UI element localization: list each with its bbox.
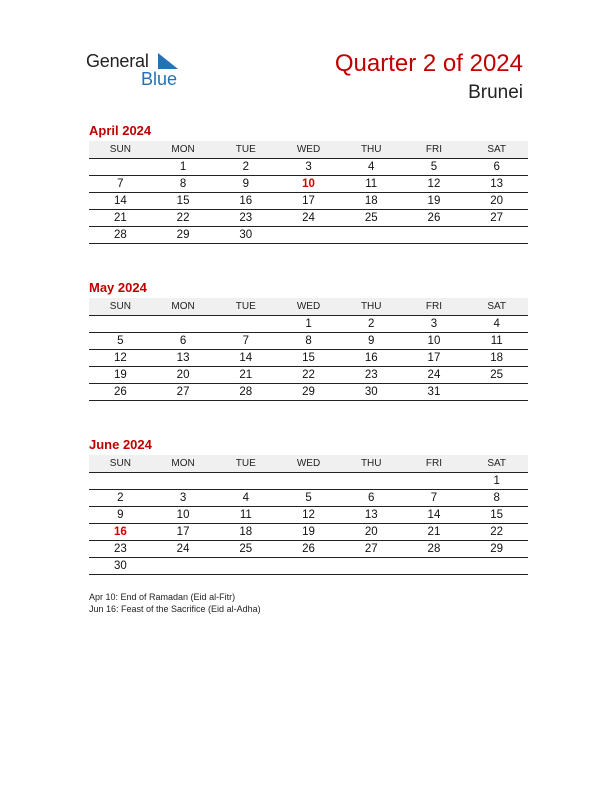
month-june bbox=[89, 436, 528, 575]
weekday-label: WED bbox=[296, 144, 321, 155]
week-row bbox=[89, 490, 528, 507]
day-cell bbox=[152, 558, 215, 574]
day-cell: 23 bbox=[113, 543, 127, 555]
week-row bbox=[89, 541, 528, 558]
weekday-label: WED bbox=[296, 458, 321, 469]
day-cell: 12 bbox=[113, 352, 127, 364]
day-cell: 15 bbox=[490, 509, 504, 521]
day-cell: 30 bbox=[239, 229, 253, 241]
day-cell: 18 bbox=[364, 195, 378, 207]
day-cell: 15 bbox=[176, 195, 190, 207]
day-cell: 1 bbox=[493, 475, 500, 487]
holiday-day-cell: 10 bbox=[302, 178, 315, 190]
day-cell: 19 bbox=[427, 195, 441, 207]
week-row bbox=[89, 210, 528, 227]
month-title: May 2024 bbox=[89, 280, 147, 295]
day-cell bbox=[214, 558, 277, 574]
day-cell: 1 bbox=[179, 161, 187, 173]
day-cell: 2 bbox=[117, 492, 124, 504]
day-cell: 28 bbox=[427, 543, 441, 555]
brand-logo bbox=[86, 51, 196, 91]
day-cell: 1 bbox=[305, 318, 312, 330]
day-cell: 24 bbox=[176, 543, 190, 555]
weekday-label: THU bbox=[360, 144, 382, 155]
day-cell: 9 bbox=[242, 178, 249, 190]
day-cell bbox=[277, 227, 340, 243]
country-name: Brunei bbox=[468, 82, 523, 103]
holiday-notes bbox=[89, 591, 261, 615]
day-cell bbox=[340, 227, 403, 243]
day-cell bbox=[152, 473, 215, 489]
day-cell: 9 bbox=[368, 335, 375, 347]
month-april bbox=[89, 122, 528, 244]
day-cell: 4 bbox=[242, 492, 249, 504]
day-cell: 13 bbox=[364, 509, 378, 521]
day-cell: 25 bbox=[490, 369, 504, 381]
day-cell: 28 bbox=[239, 386, 253, 398]
day-cell: 21 bbox=[427, 526, 441, 538]
day-cell bbox=[89, 473, 152, 489]
day-cell bbox=[465, 227, 528, 243]
day-cell: 10 bbox=[176, 509, 190, 521]
weekday-label: FRI bbox=[425, 301, 442, 312]
day-cell: 28 bbox=[113, 229, 127, 241]
weekday-label: SAT bbox=[487, 301, 507, 312]
day-cell: 7 bbox=[242, 335, 249, 347]
week-row bbox=[89, 176, 528, 193]
weekday-label: FRI bbox=[425, 144, 442, 155]
day-cell: 19 bbox=[113, 369, 127, 381]
weekday-label: SUN bbox=[109, 301, 131, 312]
day-cell bbox=[214, 473, 277, 489]
week-row bbox=[89, 333, 528, 350]
week-row bbox=[89, 350, 528, 367]
day-cell: 2 bbox=[242, 161, 249, 173]
day-cell: 23 bbox=[239, 212, 253, 224]
day-cell: 11 bbox=[239, 509, 252, 521]
weekday-header-row bbox=[89, 141, 528, 159]
day-cell: 6 bbox=[368, 492, 375, 504]
day-cell bbox=[403, 227, 466, 243]
day-cell: 7 bbox=[117, 178, 124, 190]
day-cell: 21 bbox=[113, 212, 127, 224]
week-row bbox=[89, 558, 528, 575]
day-cell: 8 bbox=[493, 492, 500, 504]
day-cell: 11 bbox=[365, 178, 378, 190]
day-cell bbox=[340, 558, 403, 574]
day-cell: 24 bbox=[427, 369, 441, 381]
weekday-label: THU bbox=[360, 458, 382, 469]
day-cell bbox=[277, 558, 340, 574]
week-row bbox=[89, 507, 528, 524]
week-row bbox=[89, 473, 528, 490]
brand-word-blue: Blue bbox=[141, 69, 178, 89]
day-cell: 25 bbox=[239, 543, 253, 555]
day-cell: 4 bbox=[493, 318, 500, 330]
day-cell: 5 bbox=[305, 492, 312, 504]
day-cell: 3 bbox=[305, 161, 312, 173]
day-cell: 3 bbox=[179, 492, 187, 504]
day-cell: 11 bbox=[490, 335, 503, 347]
day-cell: 16 bbox=[239, 195, 253, 207]
day-cell: 26 bbox=[113, 386, 127, 398]
day-cell: 19 bbox=[302, 526, 315, 538]
week-row bbox=[89, 193, 528, 210]
day-cell: 10 bbox=[427, 335, 441, 347]
day-cell: 20 bbox=[364, 526, 378, 538]
day-cell: 30 bbox=[364, 386, 378, 398]
day-cell: 29 bbox=[302, 386, 315, 398]
day-cell: 21 bbox=[239, 369, 253, 381]
day-cell: 17 bbox=[302, 195, 315, 207]
day-cell: 25 bbox=[364, 212, 378, 224]
month-may bbox=[89, 279, 528, 401]
month-title: June 2024 bbox=[89, 437, 152, 452]
day-cell bbox=[277, 473, 340, 489]
day-cell: 5 bbox=[430, 161, 438, 173]
day-cell: 18 bbox=[239, 526, 253, 538]
day-cell: 7 bbox=[430, 492, 438, 504]
weekday-label: WED bbox=[296, 301, 321, 312]
week-row bbox=[89, 316, 528, 333]
day-cell: 12 bbox=[302, 509, 315, 521]
holiday-note: Jun 16: Feast of the Sacrifice (Eid al-Adha) bbox=[89, 604, 261, 614]
day-cell: 6 bbox=[179, 335, 187, 347]
day-cell: 5 bbox=[117, 335, 124, 347]
week-row bbox=[89, 367, 528, 384]
day-cell: 20 bbox=[176, 369, 190, 381]
day-cell: 8 bbox=[305, 335, 312, 347]
day-cell bbox=[89, 159, 152, 175]
day-cell: 14 bbox=[427, 509, 441, 521]
day-cell: 14 bbox=[239, 352, 253, 364]
week-row bbox=[89, 384, 528, 401]
week-row bbox=[89, 159, 528, 176]
weekday-label: TUE bbox=[235, 144, 256, 155]
day-cell: 17 bbox=[176, 526, 190, 538]
day-cell: 26 bbox=[302, 543, 315, 555]
day-cell: 30 bbox=[113, 560, 127, 572]
weekday-label: SUN bbox=[109, 144, 131, 155]
day-cell: 12 bbox=[427, 178, 441, 190]
day-cell bbox=[403, 473, 466, 489]
weekday-header-row bbox=[89, 455, 528, 473]
weekday-header-row bbox=[89, 298, 528, 316]
holiday-day-cell: 16 bbox=[113, 526, 127, 538]
day-cell: 13 bbox=[490, 178, 504, 190]
weekday-label: TUE bbox=[235, 458, 256, 469]
week-row bbox=[89, 524, 528, 541]
day-cell: 24 bbox=[302, 212, 315, 224]
month-title: April 2024 bbox=[89, 123, 152, 138]
day-cell bbox=[340, 473, 403, 489]
week-row bbox=[89, 227, 528, 244]
day-cell bbox=[465, 384, 528, 400]
day-cell: 18 bbox=[490, 352, 504, 364]
day-cell bbox=[214, 316, 277, 332]
day-cell: 2 bbox=[368, 318, 375, 330]
day-cell bbox=[403, 558, 466, 574]
day-cell: 13 bbox=[176, 352, 190, 364]
day-cell: 20 bbox=[490, 195, 504, 207]
day-cell bbox=[89, 316, 152, 332]
day-cell: 29 bbox=[176, 229, 190, 241]
day-cell: 26 bbox=[427, 212, 441, 224]
weekday-label: THU bbox=[360, 301, 382, 312]
day-cell bbox=[465, 558, 528, 574]
weekday-label: SUN bbox=[109, 458, 131, 469]
brand-word-general: General bbox=[86, 51, 149, 71]
day-cell: 17 bbox=[427, 352, 441, 364]
day-cell: 27 bbox=[364, 543, 378, 555]
day-cell: 14 bbox=[113, 195, 127, 207]
day-cell: 15 bbox=[302, 352, 315, 364]
weekday-label: MON bbox=[171, 301, 195, 312]
day-cell: 23 bbox=[364, 369, 378, 381]
day-cell: 31 bbox=[427, 386, 441, 398]
weekday-label: SAT bbox=[487, 458, 507, 469]
holiday-note: Apr 10: End of Ramadan (Eid al-Fitr) bbox=[89, 592, 236, 602]
day-cell: 3 bbox=[430, 318, 438, 330]
weekday-label: MON bbox=[171, 144, 195, 155]
day-cell: 16 bbox=[364, 352, 378, 364]
day-cell: 22 bbox=[302, 369, 315, 381]
day-cell bbox=[152, 316, 215, 332]
day-cell: 9 bbox=[117, 509, 124, 521]
day-cell: 29 bbox=[490, 543, 504, 555]
weekday-label: TUE bbox=[235, 301, 256, 312]
day-cell: 22 bbox=[176, 212, 190, 224]
day-cell: 4 bbox=[368, 161, 375, 173]
page-title: Quarter 2 of 2024 bbox=[334, 50, 523, 77]
weekday-label: SAT bbox=[487, 144, 507, 155]
weekday-label: FRI bbox=[425, 458, 442, 469]
weekday-label: MON bbox=[171, 458, 195, 469]
day-cell: 6 bbox=[493, 161, 500, 173]
day-cell: 22 bbox=[490, 526, 504, 538]
day-cell: 8 bbox=[179, 178, 187, 190]
day-cell: 27 bbox=[176, 386, 190, 398]
day-cell: 27 bbox=[490, 212, 504, 224]
